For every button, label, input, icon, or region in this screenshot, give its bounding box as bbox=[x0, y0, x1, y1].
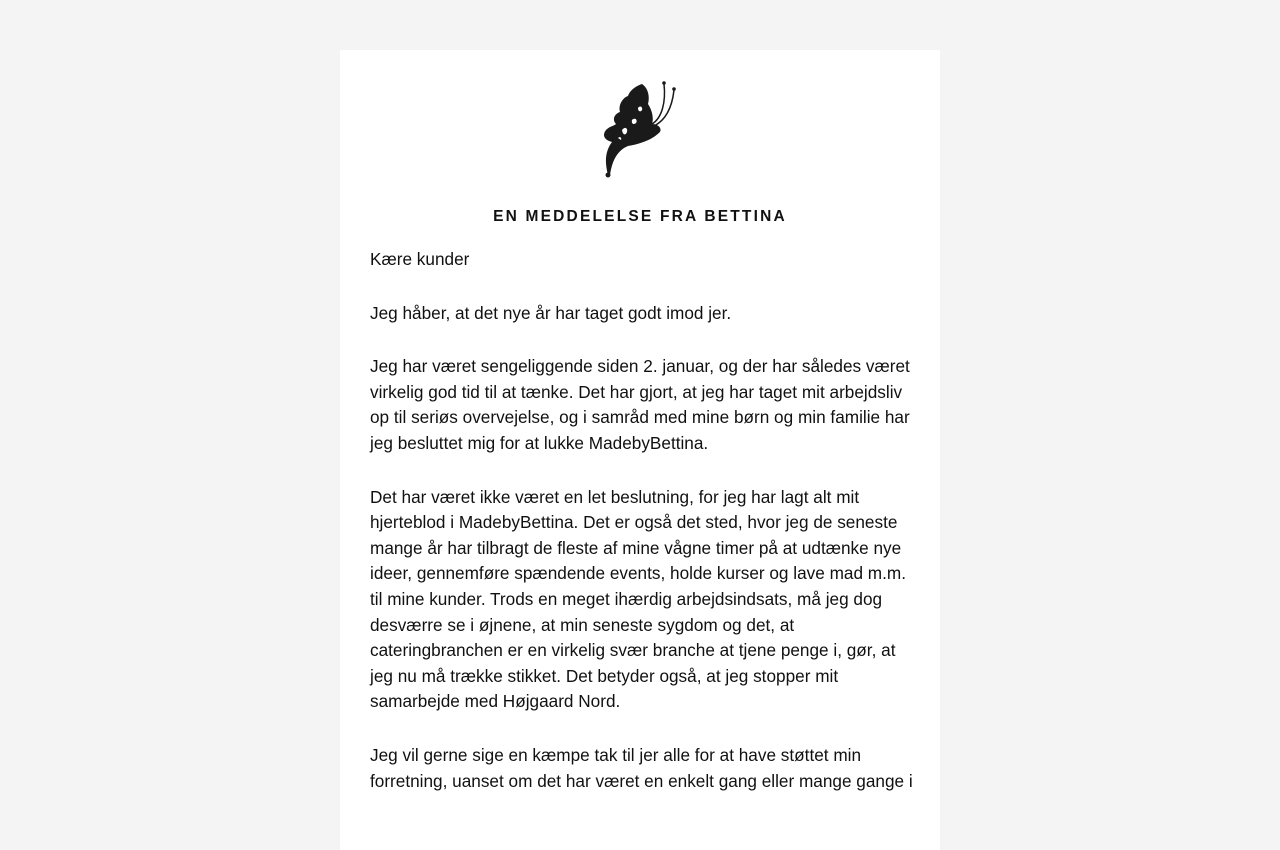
text-line: til mine kunder. Trods en meget ihærdig arbejdsindsats, må jeg dog bbox=[370, 588, 883, 609]
text-line: jeg nu må trække stikket. Det betyder også, at jeg stopper mit bbox=[370, 665, 839, 686]
paragraph bbox=[370, 743, 915, 794]
letter-body bbox=[370, 247, 915, 822]
text-line: mange år har tilbragt de fleste af mine vågne timer på at udtænke nye bbox=[370, 537, 902, 558]
butterfly-logo-icon bbox=[600, 80, 682, 180]
paragraph bbox=[370, 485, 915, 715]
text-line: virkelig god tid til at tænke. Det har gjort, at jeg har taget mit arbejdsliv bbox=[370, 381, 903, 402]
text-line: ideer, gennemføre spændende events, holde kurser og lave mad m.m. bbox=[370, 563, 906, 584]
paragraph bbox=[370, 247, 915, 273]
text-line: samarbejde med Højgaard Nord. bbox=[370, 691, 621, 712]
text-line: Jeg håber, at det nye år har taget godt imod jer. bbox=[370, 302, 732, 323]
text-line: forretning, uanset om det har været en enkelt gang eller mange gange i bbox=[370, 770, 913, 791]
text-line: hjerteblod i MadebyBettina. Det er også det sted, hvor jeg de seneste bbox=[370, 512, 898, 533]
text-line: Jeg vil gerne sige en kæmpe tak til jer alle for at have støttet min bbox=[370, 744, 862, 765]
newsletter-card bbox=[340, 50, 940, 850]
text-line: Det har været ikke været en let beslutning, for jeg har lagt alt mit bbox=[370, 486, 860, 507]
paragraph bbox=[370, 301, 915, 327]
text-line: cateringbranchen er en virkelig svær branche at tjene penge i, gør, at bbox=[370, 640, 896, 661]
text-line: op til seriøs overvejelse, og i samråd med mine børn og min familie har bbox=[370, 407, 910, 428]
text-line: desværre se i øjnene, at min seneste sygdom og det, at bbox=[370, 614, 795, 635]
paragraph bbox=[370, 354, 915, 456]
newsletter-title: EN MEDDELELSE FRA BETTINA bbox=[493, 208, 787, 225]
text-line: Kære kunder bbox=[370, 249, 470, 269]
text-line: Jeg har været sengeliggende siden 2. januar, og der har således været bbox=[370, 356, 910, 377]
text-line: jeg besluttet mig for at lukke MadebyBettina. bbox=[370, 432, 709, 453]
